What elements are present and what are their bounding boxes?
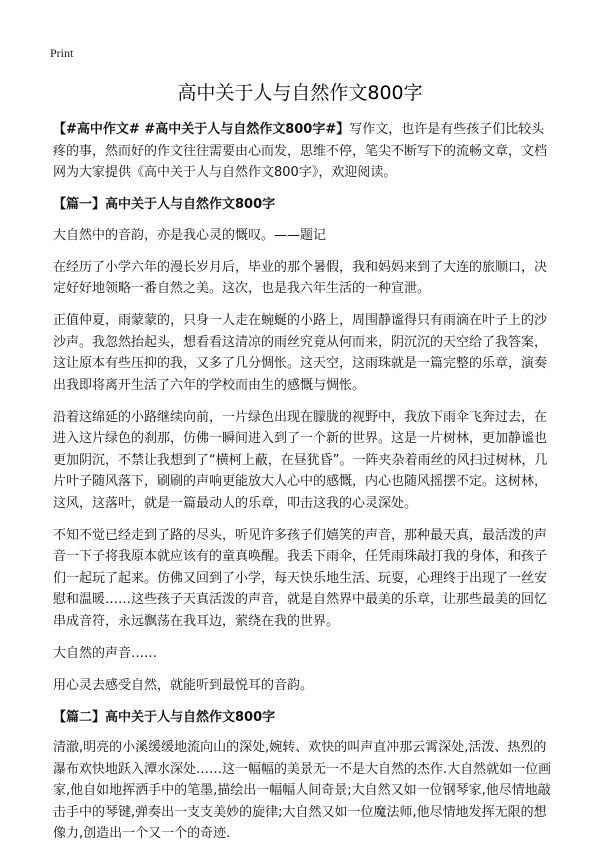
intro-paragraph <box>53 119 553 184</box>
article-body <box>53 119 553 855</box>
section-heading-1: 【篇一】高中关于人与自然作文800字 <box>53 197 276 212</box>
page-title: 高中关于人与自然作文800字 <box>177 82 423 104</box>
paragraph: 不知不觉已经走到了路的尽头，听见许多孩子们嬉笑的声音，那种最天真，最活泼的声音一下子将我原本就应该有的童真唤醒。我丢下雨伞，任凭雨珠敲打我的身体，和孩子们一起玩了起来。仿佛又回到了小学，每天快乐地生活、玩耍，心理终于出现了一丝安慰和温暖……这些孩子天真活泼的声音，就是自然界中最美的乐章，让那些最美的回忆串成音符，永远飘荡在我耳边，萦绕在我的世界。 <box>53 527 548 629</box>
section-heading-2: 【篇二】高中关于人与自然作文800字 <box>53 709 276 725</box>
paragraph: 正值仲夏，雨蒙蒙的，只身一人走在蜿蜒的小路上，周围静谧得只有雨滴在叶子上的沙沙声。我忽然抬起头，想看看这清凉的雨丝究竟从何而来，阴沉沉的天空给了我答案，这让原本有些压抑的我，又多了几分惆怅。这天空，这雨珠就是一篇完整的乐章，演奏出我即将离开生活了六年的学校而由生的感慨与惆怅。 <box>53 313 548 393</box>
paragraph: 大自然的声音…… <box>53 645 158 661</box>
paragraph: 用心灵去感受自然，就能听到最悦耳的音韵。 <box>53 677 314 693</box>
paragraph: 清澈,明亮的小溪缓缓地流向山的深处,婉转、欢快的叫声直冲那云霄深处,活泼、热烈的瀑布欢快地跃入潭水深处……这一幅幅的美景无一不是大自然的杰作.大自然就如一位画家,他自如地挥洒手中的笔墨,描绘出一幅幅人间奇景;大自然又如一位钢琴家,他尽情地敲击手中的琴键,弹奏出一支支美妙的旋律;大自然又如一位魔法师,他尽情地发挥无限的想像力,创造出一个又一个的奇迹. <box>53 740 552 841</box>
paragraph: 大自然中的音韵，亦是我心灵的慨叹。——题记 <box>53 227 327 243</box>
paragraph: 沿着这绵延的小路继续向前，一片绿色出现在朦胧的视野中，我放下雨伞飞奔过去，在进入这片绿色的刹那，仿佛一瞬间进入到了一个新的世界。这是一片树林，更加静谧也更加阴沉，不禁让我想到了“横柯上蔽，在昼犹昏”。一阵夹杂着雨丝的风扫过树林，几片叶子随风落下，刷刷的声响更能放大人心中的感慨，内心也随风摇摆不定。这树林，这风，这落叶，就是一篇最动人的乐章，叩击这我的心灵深处。 <box>53 409 548 511</box>
intro-text: 写作文，也许是有些孩子们比较头疼的事，然而好的作文往往需要由心而发，思维不停，笔尖不断写下的流畅文章，文档网为大家提供《高中关于人与自然作文800字》，欢迎阅读。 <box>53 122 548 180</box>
print-label[interactable]: Print <box>50 46 74 60</box>
paragraph: 在经历了小学六年的漫长岁月后，毕业的那个暑假，我和妈妈来到了大连的旅顺口，决定好好地领略一番自然之美。这次，也是我六年生活的一种宣泄。 <box>53 259 548 296</box>
intro-tag: 【#高中作文# #高中关于人与自然作文800字#】 <box>53 122 350 137</box>
